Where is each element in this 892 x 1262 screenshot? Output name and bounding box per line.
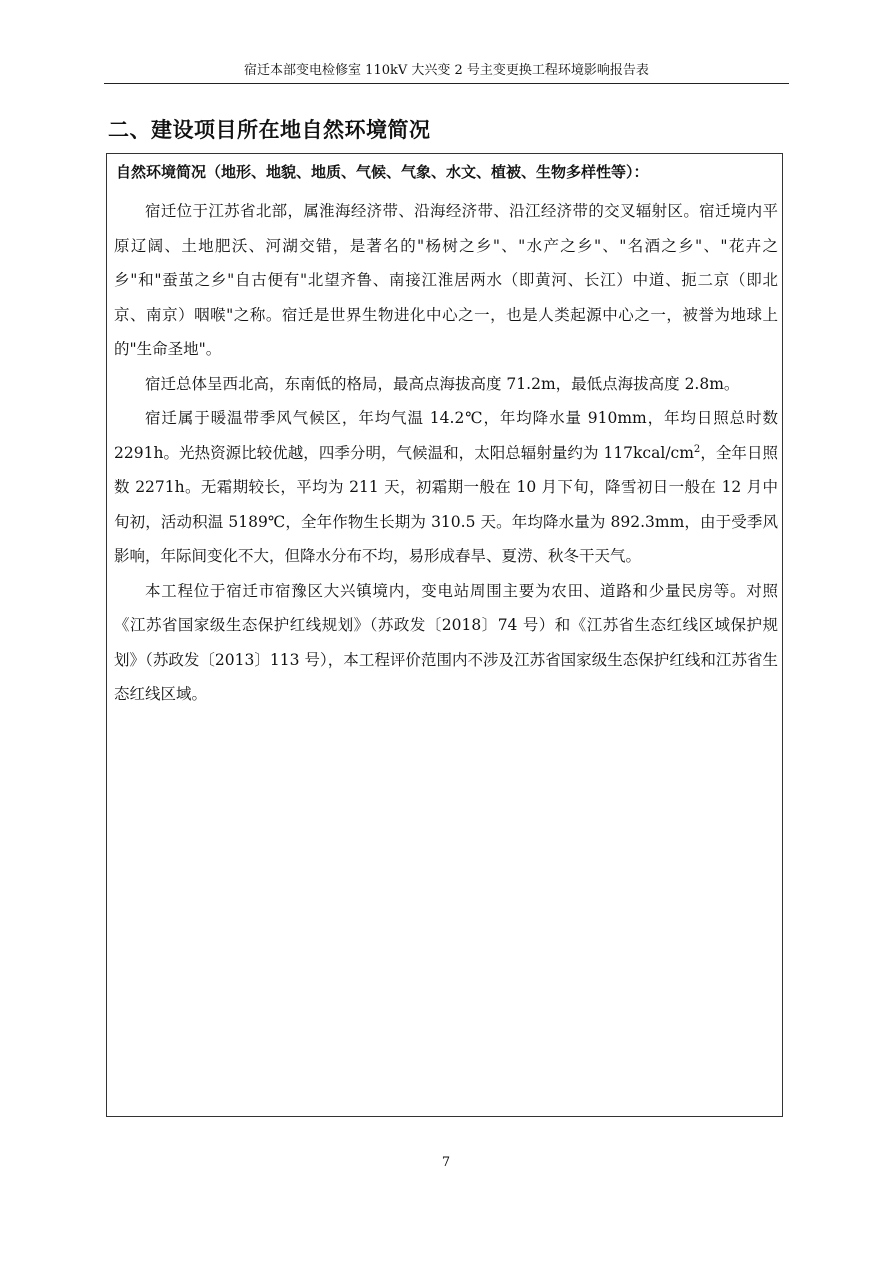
climate-text-part-2: ，全年日照数 2271h。无霜期较长，平均为 211 天，初霜期一般在 10 月下旬，降雪初日一般在 12 月中旬初，活动积温 5189℃，全年作物生长期为 310.5 天。年均降水量为 892.3mm，由于受季风影响，年际间变化不大，但降水分布不均，易形成春旱、夏涝、秋冬干天气。 <box>114 443 778 565</box>
page-number: 7 <box>441 1155 451 1170</box>
content-box <box>106 153 783 1117</box>
climate-text-part-1: 宿迁属于暖温带季风气候区，年均气温 14.2℃，年均降水量 910mm，年均日照总时数 2291h。光热资源比较优越，四季分明，气候温和，太阳总辐射量约为 117kcal/cm <box>114 409 778 462</box>
superscript-2: 2 <box>693 443 701 455</box>
page-header: 宿迁本部变电检修室 110kV 大兴变 2 号主变更换工程环境影响报告表 <box>244 63 649 78</box>
section-title: 二、建设项目所在地自然环境简况 <box>108 118 431 142</box>
header-divider <box>104 83 789 84</box>
paragraph-project-site: 本工程位于宿迁市宿豫区大兴镇境内，变电站周围主要为农田、道路和少量民房等。对照《江苏省国家级生态保护红线规划》（苏政发〔2018〕74 号）和《江苏省生态红线区域保护规划》（苏政发〔2013〕113 号），本工程评价范围内不涉及江苏省国家级生态保护红线和江苏省生态红线区域。 <box>114 581 778 703</box>
paragraph-climate <box>114 401 778 574</box>
box-body <box>114 194 778 712</box>
paragraph-location: 宿迁位于江苏省北部，属淮海经济带、沿海经济带、沿江经济带的交叉辐射区。宿迁境内平原辽阔、土地肥沃、河湖交错，是著名的"杨树之乡"、"水产之乡"、"名酒之乡"、"花卉之乡"和"蚕茧之乡"自古便有"北望齐鲁、南接江淮居两水（即黄河、长江）中道、扼二京（即北京、南京）咽喉"之称。宿迁是世界生物进化中心之一，也是人类起源中心之一，被誉为地球上的"生命圣地"。 <box>114 202 778 358</box>
paragraph-terrain: 宿迁总体呈西北高，东南低的格局，最高点海拔高度 71.2m，最低点海拔高度 2.8m。 <box>145 374 740 393</box>
box-heading: 自然环境简况（地形、地貌、地质、气候、气象、水文、植被、生物多样性等）： <box>116 163 649 181</box>
